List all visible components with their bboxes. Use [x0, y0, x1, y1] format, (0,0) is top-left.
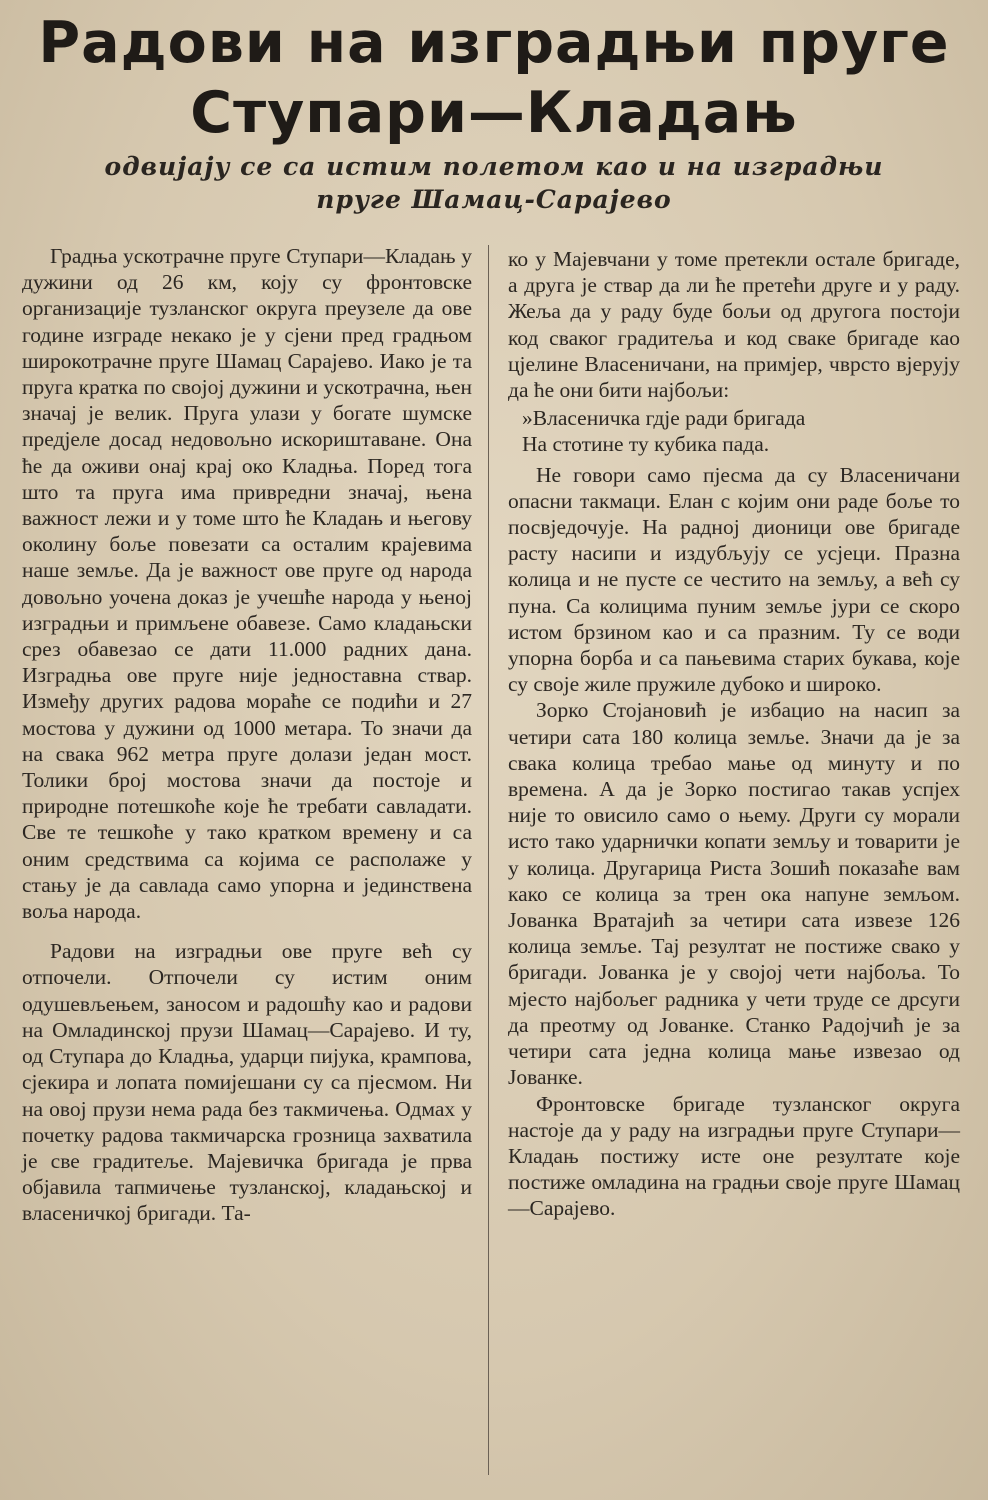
article-subheadline: одвијају се са истим полетом као и на изградњи пруге Шамац-Сарајево: [104, 152, 884, 214]
verse-line-2: На стотине ту кубика пада.: [522, 432, 770, 457]
verse-line-1: »Власеничка гдје ради бригада: [522, 406, 806, 431]
right-paragraph-3: Зорко Стојановић је избацио на насип за четири сата 180 колица земље. Значи да је за свака колица требао мање од минуту и по времена. А да је Зорко постигао такав успјех није то овисило само о њему. Други су морали исто тако ударнички копати земљу и товарити је у колица. Другарица Риста Зошић показаће вам како се колица за трен ока напуне земљом. Јованка Вратајић за четири сата извезе 126 колица земље. Тај резултат не постиже свако у бригади. Јованка је у својој чети најбоља. То мјесто најбољег радника у чети труде се дрсуги да преотму од Јованке. Станко Радојчић је за четири сата једна колица мање извезао од Јованке.: [508, 698, 960, 1090]
right-paragraph-4: Фронтовске бригаде тузланског округа настоје да у раду на изградњи пруге Ступари—Кладањ постижу исте оне резултате које постиже омладина на градњи своје пруге Шамац—Сарајево.: [508, 1091, 960, 1221]
article-headline: Радови на изградњи пруге Ступари—Кладањ: [38, 10, 950, 146]
right-paragraph-2: Не говори само пјесма да су Власеничани опасни такмаци. Елан с којим они раде боље то посвједочује. На радној дионици ове бригаде расту насипи и издубљују се усјеци. Празна колица и не пусте се честито на земљу, а већ су пуна. Са колицима пуним земље јури се скоро истом брзином као и са празним. Ту се води упорна борба и са пањевима старих букава, које су своје жиле пружиле дубоко и широко.: [508, 462, 960, 697]
left-paragraph-1: Градња ускотрачне пруге Ступари—Кладањ у дужини од 26 км, коју су фронтовске организације тузланског округа преузеле да ове године изграде некако је у сјени пред градњом широкотрачне пруге Шамац Сарајево. Иако је та пруга кратка по својој дужини и ускотрачна, њен значај је велик. Пруга улази у богате шумске предјеле досад недовољно искориштаване. Она ће да оживи онај крај око Кладња. Поред тога што та пруга има привредни значај, њена важност лежи и у томе што ће Кладањ и његову околину боље повезати са осталим крајевима наше земље. Да је важност ове пруге од народа довољно уочена доказ је учешће народа у њеној изградњи и примљене обавезе. Само кладањски срез обавезао се дати 11.000 радних дана. Изградња ове пруге није једноставна ствар. Између других радова мораће се подићи и 27 мостова у дужини од 1000 метара. То значи да на свака 962 метра пруге долази један мост. Толики број мостова значи да постоје и природне потешкоће које ће требати савладати. Све те тешкоће у тако кратком времену и са оним средствима са којима се располаже у стању је да савлада само упорна и јединствена воља народа.: [22, 244, 472, 924]
right-column: [508, 246, 960, 1222]
left-column: [22, 243, 472, 1227]
song-verse: [508, 405, 960, 457]
column-divider: [488, 245, 489, 1475]
left-paragraph-2: Радови на изградњи ове пруге већ су отпочели. Отпочели су истим оним одушевљењем, заносом и радошћу као и радови на Омладинској прузи Шамац—Сарајево. И ту, од Ступара до Кладња, ударци пијука, крампова, сјекира и лопата помијешани су са пјесмом. Ни на овој прузи нема рада без такмичења. Одмах у почетку радова такмичарска грозница захватила је све градитеље. Мајевичка бригада је прва објавила тапмичење тузланској, кладањској и власеничкој бригади. Та-: [22, 939, 472, 1226]
right-paragraph-1: ко у Мајевчани у томе претекли остале бригаде, а друга је ствар да ли ће претећи друге и у раду. Жеља да у раду буде бољи од другога постоји код сваког градитеља и код сваке бригаде као цјелине Власеничани, на примјер, чврсто вјерују да ће они бити најбољи:: [508, 247, 960, 403]
